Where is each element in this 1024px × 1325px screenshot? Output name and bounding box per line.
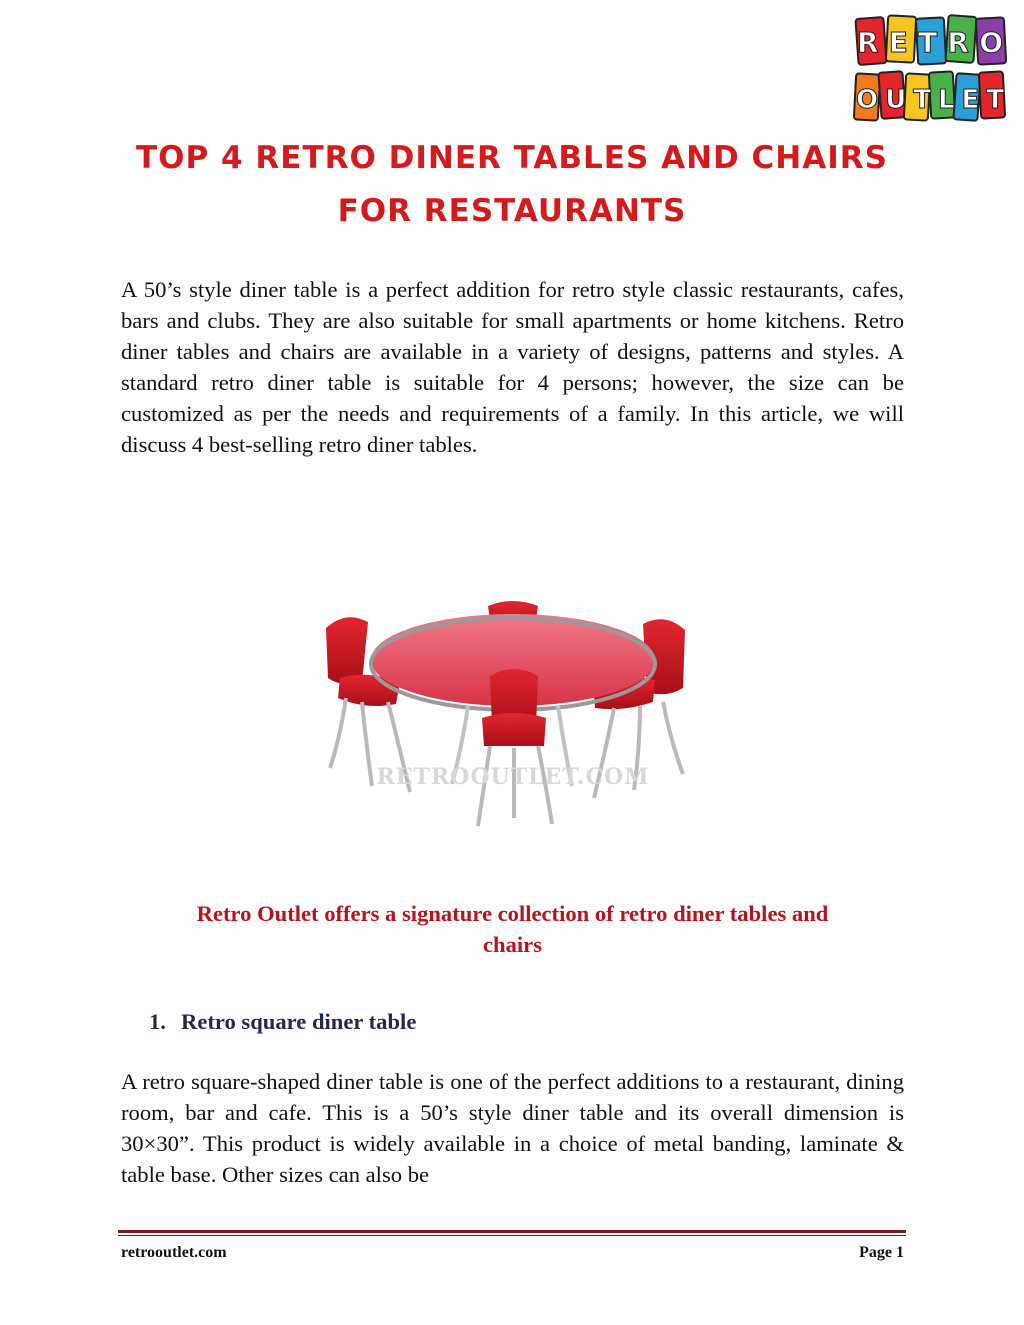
- intro-paragraph: A 50’s style diner table is a perfect addition for retro style classic restaurants, cafes, bars and clubs. They are also suitable for small apartments or home kitchens. Retro diner tables and chairs are available in a variety of designs, patterns and styles. A standard retro diner table is suitable for 4 persons; however, the size can be customized as per the needs and requirements of a family. In this article, we will discuss 4 best-selling retro diner tables.: [121, 277, 904, 457]
- image-caption-line-1: Retro Outlet offers a signature collection of retro diner tables and: [196, 901, 829, 926]
- footer-rule-thin: [118, 1235, 906, 1236]
- section-heading: [149, 1006, 416, 1037]
- section-number: 1.: [149, 1009, 166, 1034]
- footer-page-number: Page 1: [859, 1244, 904, 1261]
- image-caption: [121, 898, 904, 960]
- page-title-line-2: FOR RESTAURANTS: [337, 193, 687, 229]
- section-paragraph: A retro square-shaped diner table is one of the perfect additions to a restaurant, dining room, bar and cafe. This is a 50’s style diner table and its overall dimension is 30×30”. This product is widely available in a choice of metal banding, laminate & table base. Other sizes can also be: [121, 1069, 904, 1187]
- page-title-line-1: TOP 4 RETRO DINER TABLES AND CHAIRS: [136, 140, 888, 176]
- diner-table-photo: [318, 598, 708, 834]
- footer-site: retrooutlet.com: [121, 1244, 227, 1261]
- section-title: Retro square diner table: [181, 1009, 417, 1034]
- image-caption-line-2: chairs: [483, 932, 542, 957]
- footer-rule: [118, 1230, 906, 1233]
- diner-table-illustration: [318, 598, 708, 834]
- logo-line-2: OUTLET: [856, 85, 1004, 115]
- logo-line-1: RETRO: [857, 26, 1003, 59]
- logo-graphic: [851, 12, 1009, 130]
- retro-outlet-logo: [851, 12, 1009, 130]
- photo-watermark: RETROOUTLET.COM: [376, 764, 650, 790]
- page-title: [100, 132, 924, 238]
